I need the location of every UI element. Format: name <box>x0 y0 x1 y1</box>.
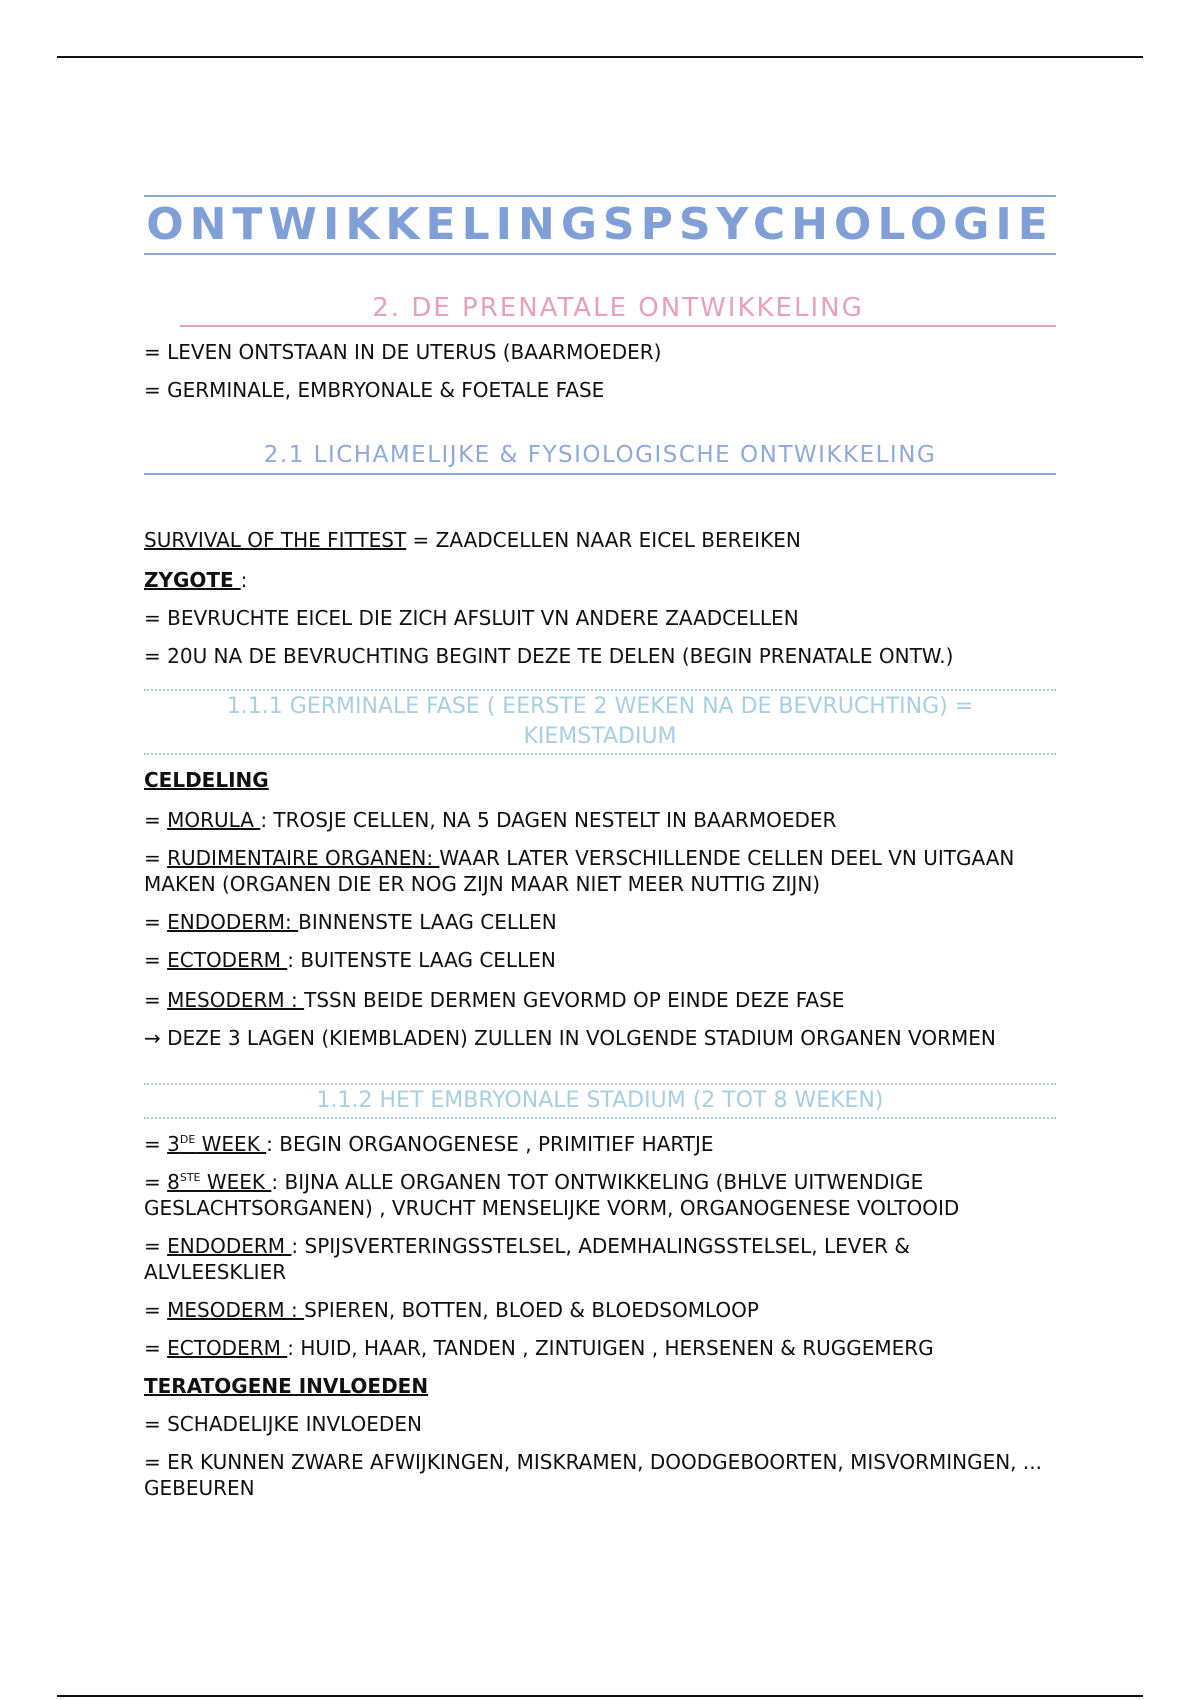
zygote-line: = BEVRUCHTE EICEL DIE ZICH AFSLUIT VN ANDERE ZAADCELLEN <box>144 606 799 630</box>
week3-suffix: DE <box>179 1133 196 1146</box>
week3-eq: = <box>144 1132 168 1156</box>
morula-term: MORULA <box>167 808 261 832</box>
embryo-mesoderm-def: SPIEREN, BOTTEN, BLOED & BLOEDSOMLOOP <box>304 1298 759 1322</box>
embryo-ectoderm-line: = ECTODERM : HUID, HAAR, TANDEN , ZINTUIGEN , HERSENEN & RUGGEMERG <box>144 1336 934 1360</box>
embryo-endoderm-line: = ENDODERM : SPIJSVERTERINGSSTELSEL, ADEMHALINGSSTELSEL, LEVER & ALVLEESKLIER <box>144 1234 910 1284</box>
endoderm-term: ENDODERM: <box>167 910 299 934</box>
zygote-heading <box>144 567 1056 593</box>
heading-germinale-fase: 1.1.1 GERMINALE FASE ( EERSTE 2 WEKEN NA DE BEVRUCHTING) = KIEMSTADIUM <box>144 689 1056 755</box>
document-title: ONTWIKKELINGSPSYCHOLOGIE <box>144 195 1056 255</box>
page-top-rule <box>57 56 1143 58</box>
rudimentaire-term: RUDIMENTAIRE ORGANEN: <box>167 846 440 870</box>
survival-term: SURVIVAL OF THE FITTEST <box>144 528 407 552</box>
survival-def: = ZAADCELLEN NAAR EICEL BEREIKEN <box>406 528 801 552</box>
week8-line: = 8STE WEEK : BIJNA ALLE ORGANEN TOT ONTWIKKELING (BHLVE UITWENDIGE GESLACHTSORGANEN) , VRUCHT MENSELIJKE VORM, ORGANOGENESE VOLTOOID <box>144 1170 960 1220</box>
zygote-term: ZYGOTE <box>144 568 241 592</box>
intro-line: = GERMINALE, EMBRYONALE & FOETALE FASE <box>144 378 605 402</box>
embryo-mesoderm-term: MESODERM : <box>167 1298 305 1322</box>
heading-lichamelijke-ontwikkeling: 2.1 LICHAMELIJKE & FYSIOLOGISCHE ONTWIKKELING <box>144 439 1056 475</box>
zygote-line: = 20U NA DE BEVRUCHTING BEGINT DEZE TE DELEN (BEGIN PRENATALE ONTW.) <box>144 644 954 668</box>
week3-term <box>167 1132 266 1156</box>
week8-word: WEEK <box>200 1170 272 1194</box>
rudimentaire-line: = RUDIMENTAIRE ORGANEN: WAAR LATER VERSCHILLENDE CELLEN DEEL VN UITGAAN MAKEN (ORGANEN DIE ER NOG ZIJN MAAR NIET MEER NUTTIG ZIJN) <box>144 846 1015 896</box>
survival-line <box>144 527 1056 553</box>
mesoderm-line: = MESODERM : TSSN BEIDE DERMEN GEVORMD OP EINDE DEZE FASE <box>144 988 845 1012</box>
endoderm-line: = ENDODERM: BINNENSTE LAAG CELLEN <box>144 910 557 934</box>
kiembladen-line: → DEZE 3 LAGEN (KIEMBLADEN) ZULLEN IN VOLGENDE STADIUM ORGANEN VORMEN <box>144 1026 996 1050</box>
teratogene-line: = ER KUNNEN ZWARE AFWIJKINGEN, MISKRAMEN, DOODGEBOORTEN, MISVORMINGEN, ... GEBEUREN <box>144 1450 1042 1500</box>
intro-line: = LEVEN ONTSTAAN IN DE UTERUS (BAARMOEDER) <box>144 340 662 364</box>
teratogene-heading: TERATOGENE INVLOEDEN <box>144 1374 429 1398</box>
week3-number: 3 <box>167 1132 180 1156</box>
celdeling-heading: CELDELING <box>144 768 269 792</box>
embryo-ectoderm-def: : HUID, HAAR, TANDEN , ZINTUIGEN , HERSENEN & RUGGEMERG <box>287 1336 934 1360</box>
week8-number: 8 <box>167 1170 180 1194</box>
week3-def: : BEGIN ORGANOGENESE , PRIMITIEF HARTJE <box>266 1132 714 1156</box>
ectoderm-term: ECTODERM <box>167 948 288 972</box>
week8-term <box>167 1170 271 1194</box>
week3-line <box>144 1131 1056 1157</box>
embryo-mesoderm-line: = MESODERM : SPIEREN, BOTTEN, BLOED & BLOEDSOMLOOP <box>144 1298 759 1322</box>
morula-line: = MORULA : TROSJE CELLEN, NA 5 DAGEN NESTELT IN BAARMOEDER <box>144 808 837 832</box>
page-bottom-rule <box>57 1695 1143 1697</box>
teratogene-line: = SCHADELIJKE INVLOEDEN <box>144 1412 422 1436</box>
ectoderm-def: : BUITENSTE LAAG CELLEN <box>287 948 556 972</box>
embryo-endoderm-def: : SPIJSVERTERINGSSTELSEL, ADEMHALINGSSTELSEL, LEVER & ALVLEESKLIER <box>144 1234 910 1284</box>
mesoderm-def: TSSN BEIDE DERMEN GEVORMD OP EINDE DEZE FASE <box>304 988 845 1012</box>
heading-prenatale-ontwikkeling: 2. DE PRENATALE ONTWIKKELING <box>180 291 1056 327</box>
ectoderm-line: = ECTODERM : BUITENSTE LAAG CELLEN <box>144 948 556 972</box>
embryo-endoderm-term: ENDODERM <box>167 1234 292 1258</box>
morula-def: : TROSJE CELLEN, NA 5 DAGEN NESTELT IN BAARMOEDER <box>260 808 837 832</box>
rudimentaire-def: WAAR LATER VERSCHILLENDE CELLEN DEEL VN UITGAAN MAKEN (ORGANEN DIE ER NOG ZIJN MAAR NIET MEER NUTTIG ZIJN) <box>144 846 1015 896</box>
embryo-ectoderm-term: ECTODERM <box>167 1336 288 1360</box>
week8-suffix: STE <box>179 1171 201 1184</box>
document-body <box>144 195 1056 1501</box>
heading-embryonale-stadium: 1.1.2 HET EMBRYONALE STADIUM (2 TOT 8 WEKEN) <box>144 1083 1056 1119</box>
week8-def: : BIJNA ALLE ORGANEN TOT ONTWIKKELING (BHLVE UITWENDIGE GESLACHTSORGANEN) , VRUCHT MENSELIJKE VORM, ORGANOGENESE VOLTOOID <box>144 1170 960 1220</box>
week3-word: WEEK <box>195 1132 267 1156</box>
mesoderm-term: MESODERM : <box>167 988 305 1012</box>
endoderm-def: BINNENSTE LAAG CELLEN <box>298 910 557 934</box>
zygote-colon: : <box>240 568 248 592</box>
